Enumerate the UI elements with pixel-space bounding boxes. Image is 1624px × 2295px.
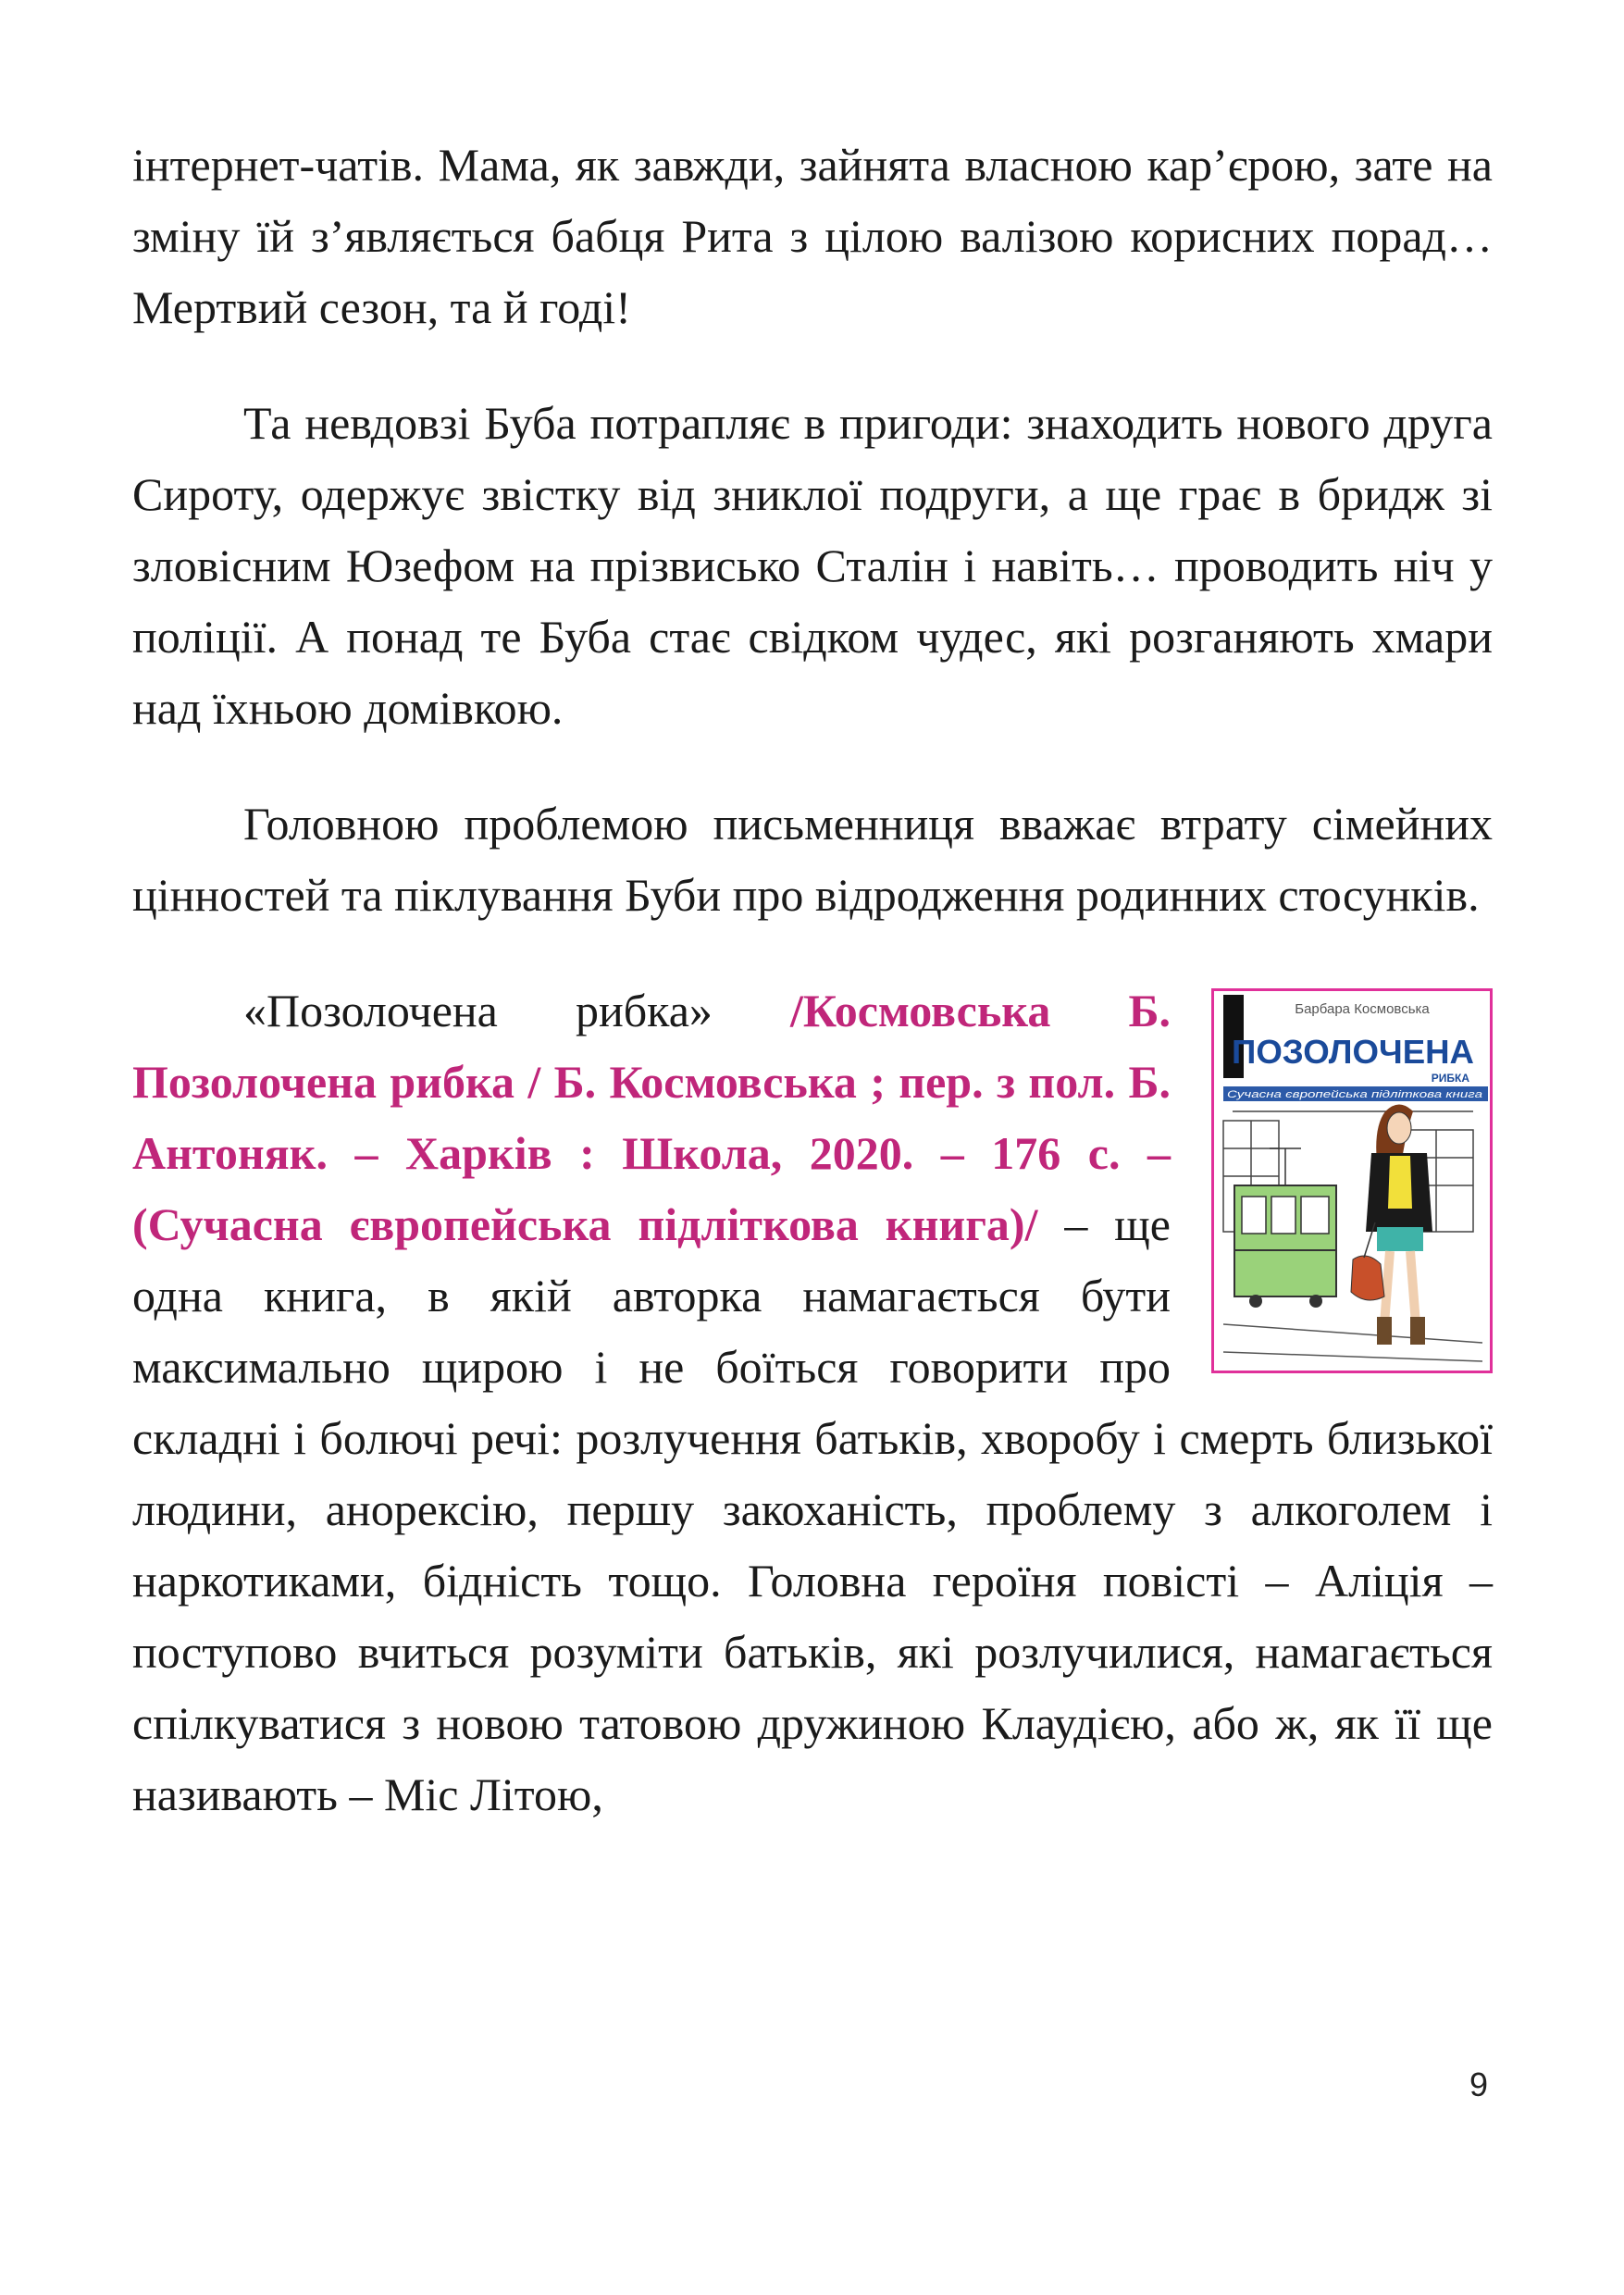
cover-subtitle: РИБКА (1431, 1072, 1469, 1085)
paragraph-1: інтернет-чатів. Мама, як завжди, зайнята власною кар’єрою, зате на зміну їй з’являється бабця Рита з цілою валізою корисних порад… Мертвий сезон, та й годі! (132, 139, 1493, 333)
paragraph-gap (132, 744, 1493, 788)
paragraph-gap (132, 343, 1493, 388)
paragraph-gap (132, 931, 1493, 975)
book-cover-image (1211, 988, 1493, 1373)
page-number: 9 (1469, 2066, 1489, 2103)
cover-title: ПОЗОЛОЧЕНА (1232, 1033, 1475, 1071)
bibliographic-citation: /Космовська Б. Позолочена рибка / Б. Космовська ; пер. з пол. Б. Антоняк. – Харків : Школа, 2020. – 176 с. – (Сучасна європейська підліткова книга)/ (132, 985, 1172, 1250)
book-cover-illustration (1214, 991, 1490, 1371)
cover-series: Сучасна європейська підліткова книга (1227, 1089, 1482, 1100)
page-content (132, 130, 1493, 1830)
book-title-quote: «Позолочена рибка» (243, 985, 791, 1036)
paragraph-2: Та невдовзі Буба потрапляє в пригоди: знаходить нового друга Сироту, одержує звістку від зниклої подруги, а ще грає в бридж зі зловісним Юзефом на прізвисько Сталін і навіть… проводить ніч у поліції. А понад те Буба стає свідком чудес, які розганяють хмари над їхньою домівкою. (132, 397, 1493, 734)
cover-author: Барбара Космовська (1295, 1001, 1430, 1017)
paragraph-4-body: – ще одна книга, в якій авторка намагається бути максимально щирою і не боїться говорити про складні і болючі речі: розлучення батьків, хворобу і смерть близької людини, анорексію, першу закоханість, проблему з алкоголем і наркотиками, бідність тощо. Головна героїня повісті – Аліція – поступово вчиться розуміти батьків, які розлучилися, намагається спілкуватися з новою татовою дружиною Клаудією, або ж, як її ще називають – Міс Літою, (132, 1198, 1493, 1820)
paragraph-3: Головною проблемою письменниця вважає втрату сімейних цінностей та піклування Буби про відродження родинних стосунків. (132, 798, 1493, 921)
